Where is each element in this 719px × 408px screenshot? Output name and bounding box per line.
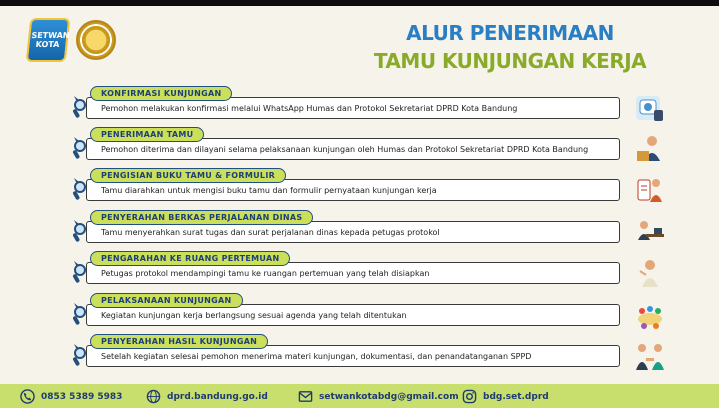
step-title: PENERIMAAN TAMU: [90, 127, 204, 142]
meeting-icon: [634, 299, 666, 331]
globe-icon: [146, 389, 161, 404]
step-title: PENGARAHAN KE RUANG PERTEMUAN: [90, 251, 290, 266]
step-pengisian: [70, 168, 700, 208]
step-title: PENYERAHAN HASIL KUNJUNGAN: [90, 334, 268, 349]
step-penerimaan: [70, 127, 700, 167]
instagram-icon: [462, 389, 477, 404]
step-description: Setelah kegiatan selesai pemohon menerima materi kunjungan, dokumentasi, dan penandatanganan SPPD: [86, 345, 620, 367]
clipboard-person-icon: [634, 174, 666, 206]
phone-number: 0853 5389 5983: [41, 391, 123, 402]
instagram-handle: bdg.set.dprd: [483, 391, 549, 402]
website-url: dprd.bandung.go.id: [167, 391, 268, 402]
step-penyerahan-hasil: [70, 334, 700, 374]
step-description: Pemohon melakukan konfirmasi melalui WhatsApp Humas dan Protokol Sekretariat DPRD Kota Bandung: [86, 97, 620, 119]
page-title: [360, 21, 660, 73]
guide-person-icon: [634, 257, 666, 289]
title-line-1: ALUR PENERIMAAN: [406, 21, 614, 45]
desk-officer-icon: [634, 216, 666, 248]
step-title: PELAKSANAAN KUNJUNGAN: [90, 293, 243, 308]
dprd-seal-logo: [76, 20, 116, 60]
footer-email[interactable]: [298, 389, 459, 404]
step-title: PENGISIAN BUKU TAMU & FORMULIR: [90, 168, 286, 183]
phone-icon: [20, 389, 35, 404]
step-description: Petugas protokol mendampingi tamu ke ruangan pertemuan yang telah disiapkan: [86, 262, 620, 284]
mail-icon: [298, 389, 313, 404]
handshake-icon: [634, 340, 666, 372]
contact-footer: [0, 384, 719, 408]
setwan-logo-text: SETWAN KOTA: [31, 31, 70, 49]
footer-instagram[interactable]: [462, 389, 549, 404]
footer-website[interactable]: [146, 389, 268, 404]
step-description: Tamu diarahkan untuk mengisi buku tamu dan formulir pernyataan kunjungan kerja: [86, 179, 620, 201]
footer-phone[interactable]: [20, 389, 122, 404]
step-title: PENYERAHAN BERKAS PERJALANAN DINAS: [90, 210, 313, 225]
step-pelaksanaan: [70, 293, 700, 333]
header-logos: [28, 18, 116, 62]
step-description: Tamu menyerahkan surat tugas dan surat perjalanan dinas kepada petugas protokol: [86, 221, 620, 243]
step-description: Kegiatan kunjungan kerja berlangsung sesuai agenda yang telah ditentukan: [86, 304, 620, 326]
chat-confirm-icon: [634, 92, 666, 124]
step-penyerahan-berkas: [70, 210, 700, 250]
setwan-logo: [26, 18, 71, 62]
step-konfirmasi: [70, 86, 700, 126]
top-bar: [0, 0, 719, 6]
step-description: Pemohon diterima dan dilayani selama pelaksanaan kunjungan oleh Humas dan Protokol Sekretariat DPRD Kota Bandung: [86, 138, 620, 160]
email-address: setwankotabdg@gmail.com: [319, 391, 459, 402]
step-title: KONFIRMASI KUNJUNGAN: [90, 86, 232, 101]
receptionist-icon: [634, 133, 666, 165]
step-pengarahan: [70, 251, 700, 291]
title-line-2: TAMU KUNJUNGAN KERJA: [373, 49, 647, 73]
